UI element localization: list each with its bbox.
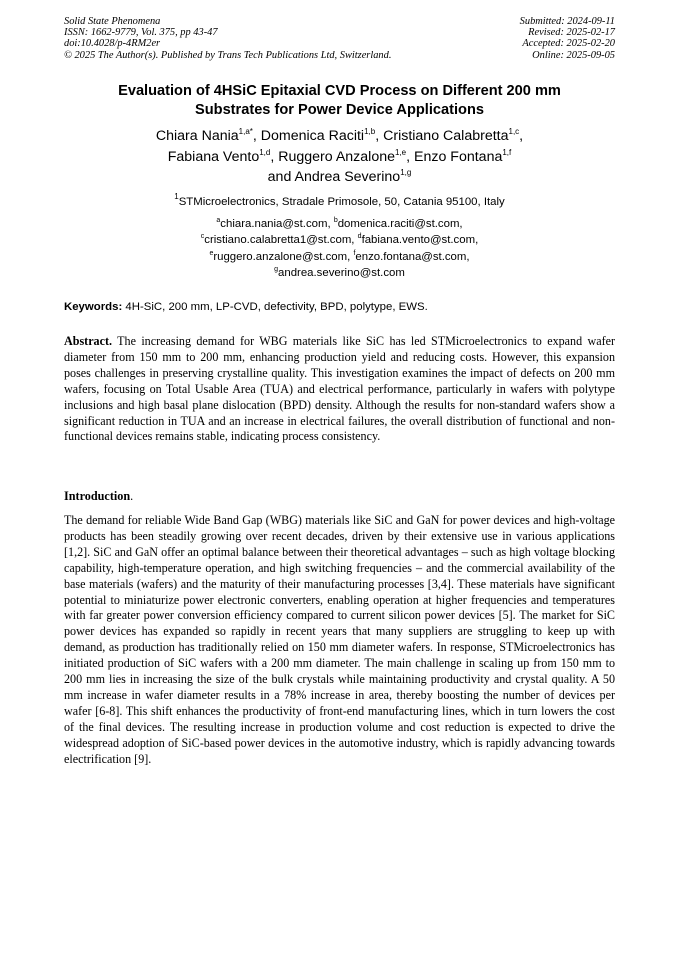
intro-paragraph: The demand for reliable Wide Band Gap (WBG) materials like SiC and GaN for power devices and high-voltage products has been steadily growing over recent decades, driven by their extensive use in various applications [1,2]. SiC and GaN offer an optimal balance between their theoretical advantages – such as high voltage blocking capability, high-temperature operation, and high switching frequencies – and the commercial availability of the base materials (wafers) and the maturity of their manufacturing processes [3,4]. These materials have significant potential to miniaturize power electronic converters, enabling operation at higher frequencies and temperatures with far greater power conversion efficiency compared to current silicon power devices [5]. The market for SiC power devices has expanded so rapidly in recent years that many suppliers are struggling to keep up with demand, as production has traditionally relied on 150 mm diameter wafers. In response, STMicroelectronics has initiated production of SiC wafers with a 200 mm diameter. The main challenge in scaling up from 150 mm to 200 mm lies in increasing the size of the bulk crystals while maintaining productivity and crystal quality. A 50 mm increase in wafer diameter results in a 78% increase in area, thereby boosting the number of devices per wafer [6-8]. This shift enhances the productivity of front-end manufacturing lines, which in turn lowers the cost of the final devices. The resulting increase in production volume and cost reduction is expected to drive the widespread adoption of SiC-based power devices in the automotive industry, which is rapidly advancing towards electrification [9]. [64, 513, 615, 766]
email-link[interactable]: andrea.severino@st.com [278, 267, 405, 280]
email-list [64, 216, 615, 282]
email-sup: f [353, 249, 356, 257]
email-line-3 [64, 249, 615, 265]
accepted-date: Accepted: 2025-02-20 [522, 38, 615, 50]
keywords-text: 4H-SiC, 200 mm, LP-CVD, defectivity, BPD, polytype, EWS. [125, 301, 428, 313]
email-link[interactable]: domenica.raciti@st.com, [337, 218, 463, 230]
abstract-label: Abstract. [64, 334, 113, 348]
email-link[interactable]: enzo.fontana@st.com, [355, 250, 470, 263]
email-sup: d [357, 233, 362, 241]
title-line-2: Substrates for Power Device Applications [195, 102, 484, 118]
author-sup: 1,b [364, 127, 376, 136]
affiliation-sup: 1 [174, 192, 179, 201]
journal-info [64, 16, 391, 61]
email-link[interactable]: chiara.nania@st.com, [220, 218, 331, 230]
email-link[interactable]: ruggero.anzalone@st.com, [213, 250, 351, 263]
issn: ISSN: 1662-9779, Vol. 375, pp 43-47 [64, 27, 218, 39]
doi: doi:10.4028/p-4RM2er [64, 38, 161, 50]
copyright: © 2025 The Author(s). Published by Trans Tech Publications Ltd, Switzerland. [64, 49, 392, 61]
author-line-2: Fabiana Vento$^{1,d}$, Ruggero Anzalone$^{1,e}$, Enzo Fontana$^{1,f}$ [167, 147, 512, 165]
author-sup: 1,f [502, 147, 512, 157]
author-name: Fabiana Vento [167, 148, 260, 165]
author-sup: 1,e [395, 147, 407, 157]
online-date: Online: 2025-09-05 [532, 49, 615, 61]
email-line-2 [64, 232, 615, 248]
email-link[interactable]: fabiana.vento@st.com, [361, 234, 479, 247]
author-name: Chiara Nania [155, 128, 239, 144]
section-heading [64, 489, 133, 504]
email-line-1 [64, 216, 615, 232]
affiliation [64, 192, 615, 209]
abstract-text: The increasing demand for WBG materials like SiC has led STMicroelectronics to expand wafer diameter from 150 mm to 200 mm, enhancing production yield and reducing costs. However, this expansion poses challenges in preserving crystalline quality. This investigation examines the impact of defects on 200 mm wafers, focusing on Total Usable Area (TUA) and electrical performance, particularly in wafers with polytype inclusions and high basal plane dislocation (BPD) density. Although the results for non-standard wafers show a significant reduction in TUA and an increase in electrical failures, the overall distribution of functional and non-functional devices remains stable, indicating process consistency. [64, 334, 616, 444]
title-line-1: Evaluation of 4HSiC Epitaxial CVD Process on Different 200 mm [118, 83, 561, 99]
affiliation-text: STMicroelectronics, Stradale Primosole, 50, Catania 95100, Italy [178, 196, 505, 208]
email-sup: c [200, 233, 205, 241]
dates-info [520, 16, 615, 61]
author-name: Cristiano Calabretta [383, 128, 509, 144]
revised-date: Revised: 2025-02-17 [528, 27, 615, 39]
journal-name: Solid State Phenomena [64, 16, 161, 27]
author-line-3 [64, 167, 615, 188]
keywords-label: Keywords: [64, 301, 123, 313]
author-name: Enzo Fontana [414, 148, 503, 165]
author-and: and [267, 169, 292, 185]
page-header [64, 16, 615, 61]
author-sup: 1,g [400, 168, 412, 177]
author-name: Andrea Severino [294, 169, 401, 185]
intro-heading-suffix: . [130, 489, 134, 503]
abstract [64, 334, 615, 445]
intro-heading: Introduction [64, 489, 131, 503]
author-sup: 1,c [508, 127, 520, 136]
email-sup: e [209, 249, 214, 257]
email-link[interactable]: cristiano.calabretta1@st.com, [204, 234, 355, 247]
author-name: Domenica Raciti [260, 128, 365, 144]
email-sup: b [333, 217, 338, 224]
author-list [64, 126, 615, 188]
email-sup: g [274, 266, 279, 274]
paper-title [64, 82, 615, 120]
author-sup: 1,a* [238, 127, 253, 136]
email-sup: a [216, 217, 221, 224]
author-name: Ruggero Anzalone [278, 148, 395, 165]
email-line-4 [64, 265, 615, 281]
author-sup: 1,d [259, 147, 271, 157]
author-line-1: Chiara Nania$^{1,a*}$, Domenica Raciti$^{1,b}$, Cristiano Calabretta$^{1,c}$, [155, 127, 524, 144]
keywords [64, 300, 615, 314]
submitted-date: Submitted: 2024-09-11 [519, 16, 615, 27]
